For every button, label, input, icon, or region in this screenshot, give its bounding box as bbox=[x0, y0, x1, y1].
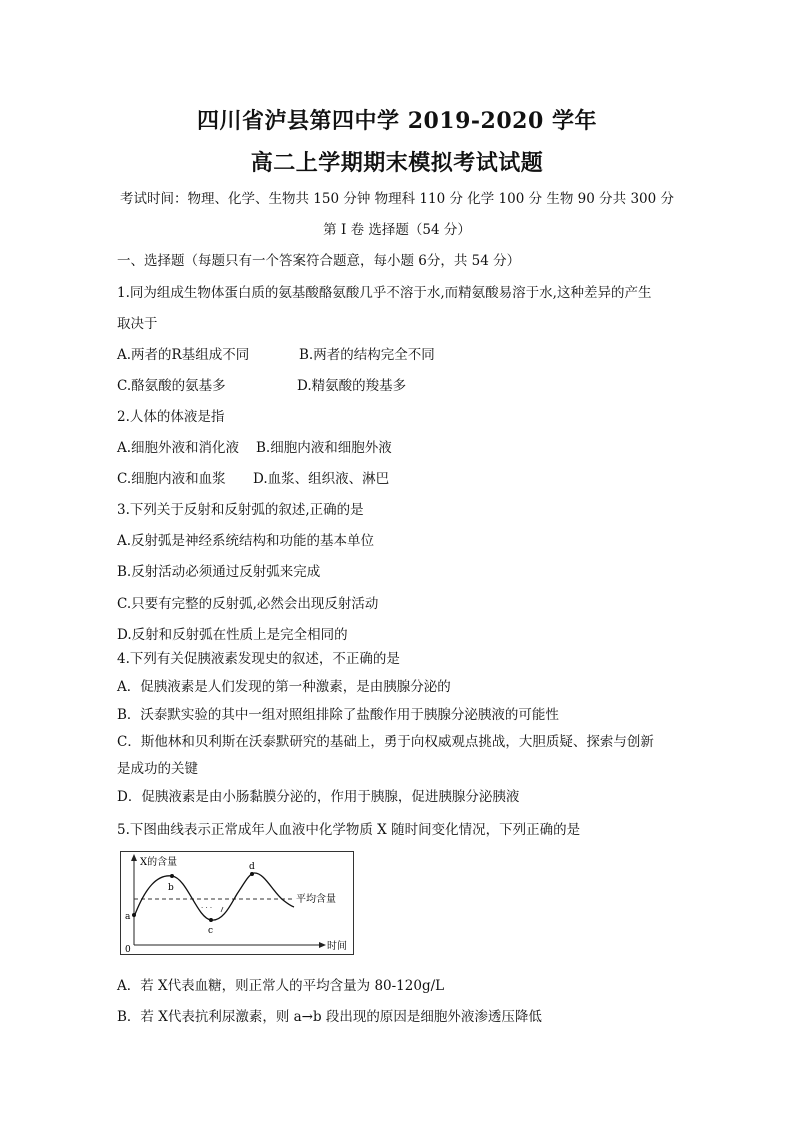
q2-option-d: D.血浆、组织液、淋巴 bbox=[253, 471, 390, 487]
q1-options-row1 bbox=[117, 343, 435, 363]
exam-info: 考试时间：物理、化学、生物共 150 分钟 物理科 110 分 化学 100 分 生物 90 分共 300 分 bbox=[119, 191, 675, 207]
q2-option-b: B.细胞内液和细胞外液 bbox=[256, 440, 392, 456]
q4-option-a: A．促胰液素是人们发现的第一种激素，是由胰腺分泌的 bbox=[117, 679, 451, 695]
q3-option-b: B.反射活动必须通过反射弧来完成 bbox=[117, 564, 321, 580]
q1-option-c: C.酪氨酸的氨基多 bbox=[117, 378, 226, 394]
point-d bbox=[250, 872, 254, 876]
concentration-curve bbox=[134, 873, 294, 920]
q2-option-a: A.细胞外液和消化液 bbox=[117, 440, 240, 456]
exam-title-line2: 高二上学期期末模拟考试试题 bbox=[250, 150, 544, 176]
y-axis-arrow-icon bbox=[131, 854, 137, 861]
x-axis-label: 时间 bbox=[327, 941, 347, 952]
section-heading: 一、选择题（每题只有一个答案符合题意，每小题 6分，共 54 分） bbox=[117, 253, 521, 269]
q4-option-c-line1: C．斯他林和贝利斯在沃泰默研究的基础上，勇于向权威观点挑战，大胆质疑、探索与创新 bbox=[117, 734, 654, 750]
x-axis-arrow-icon bbox=[319, 942, 326, 948]
q2-stem: 2.人体的体液是指 bbox=[117, 409, 225, 425]
q1-stem-line2: 取决于 bbox=[117, 316, 158, 332]
q5-option-b: B．若 X代表抗利尿激素，则 a→b 段出现的原因是细胞外液渗透压降低 bbox=[117, 1009, 542, 1025]
volume-heading: 第 I 卷 选择题（54 分） bbox=[323, 222, 471, 238]
q3-option-d: D.反射和反射弧在性质上是完全相同的 bbox=[117, 627, 348, 643]
q3-option-a: A.反射弧是神经系统结构和功能的基本单位 bbox=[117, 533, 375, 549]
q1-options-row2 bbox=[117, 374, 406, 394]
point-d-label: d bbox=[249, 862, 255, 872]
curve-svg bbox=[121, 852, 353, 954]
q4-stem: 4.下列有关促胰液素发现史的叙述，不正确的是 bbox=[117, 651, 400, 667]
q5-option-a: A．若 X代表血糖，则正常人的平均含量为 80-120g/L bbox=[117, 978, 445, 994]
point-c bbox=[209, 918, 213, 922]
q4-option-d: D．促胰液素是由小肠黏膜分泌的，作用于胰腺，促进胰腺分泌胰液 bbox=[117, 789, 520, 805]
q2-options-row1 bbox=[117, 436, 392, 456]
concentration-curve-figure bbox=[120, 851, 354, 955]
point-a-label: a bbox=[125, 912, 131, 922]
q1-option-d: D.精氨酸的羧基多 bbox=[297, 378, 407, 394]
point-c-label: c bbox=[208, 926, 214, 936]
origin-label: 0 bbox=[125, 945, 131, 954]
q4-option-b: B．沃泰默实验的其中一组对照组排除了盐酸作用于胰腺分泌胰液的可能性 bbox=[117, 707, 559, 723]
q1-option-a: A.两者的R基组成不同 bbox=[117, 347, 250, 363]
q2-options-row2 bbox=[117, 467, 389, 487]
dots-mark: · · · bbox=[201, 904, 213, 912]
q3-stem: 3.下列关于反射和反射弧的叙述,正确的是 bbox=[117, 502, 364, 518]
q1-option-b: B.两者的结构完全不同 bbox=[299, 347, 435, 363]
tick-mark bbox=[221, 907, 223, 912]
q2-option-c: C.细胞内液和血浆 bbox=[117, 471, 226, 487]
q4-option-c-line2: 是成功的关键 bbox=[117, 761, 198, 777]
point-b bbox=[170, 874, 174, 878]
y-axis-label: X的含量 bbox=[140, 857, 178, 868]
average-label: 平均含量 bbox=[296, 894, 336, 905]
q5-stem: 5.下图曲线表示正常成年人血液中化学物质 X 随时间变化情况，下列正确的是 bbox=[117, 822, 581, 838]
point-a bbox=[132, 913, 136, 917]
exam-title-line1: 四川省泸县第四中学 2019-2020 学年 bbox=[197, 108, 597, 134]
point-b-label: b bbox=[168, 883, 174, 893]
q3-option-c: C.只要有完整的反射弧,必然会出现反射活动 bbox=[117, 596, 379, 612]
q1-stem-line1: 1.同为组成生物体蛋白质的氨基酸酪氨酸几乎不溶于水,而精氨酸易溶于水,这种差异的产生 bbox=[117, 285, 652, 301]
